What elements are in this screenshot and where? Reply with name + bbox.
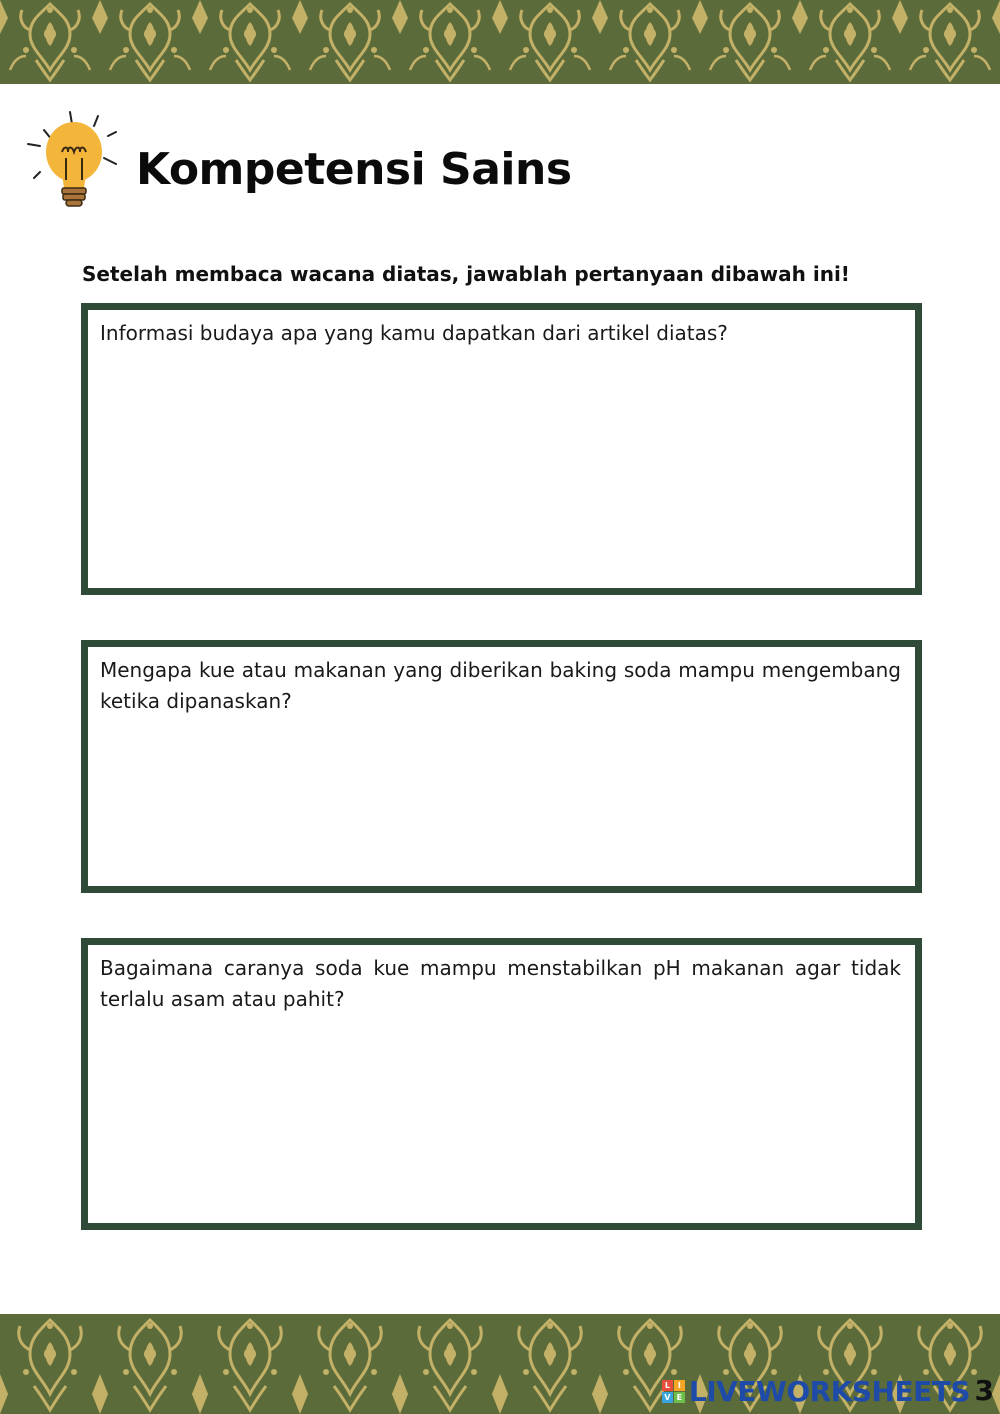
question-text-2: Mengapa kue atau makanan yang diberikan baking soda mampu mengembang ketika dipanaskan?: [100, 658, 901, 713]
top-ornament-band: [0, 0, 1000, 84]
answer-box-2[interactable]: [81, 640, 922, 893]
instruction-text: Setelah membaca wacana diatas, jawablah pertanyaan dibawah ini!: [82, 262, 850, 286]
question-text-3: Bagaimana caranya soda kue mampu menstabilkan pH makanan agar tidak terlalu asam atau pahit?: [100, 956, 901, 1011]
page-title: Kompetensi Sains: [136, 144, 572, 195]
answer-box-1[interactable]: [81, 303, 922, 595]
page-number: 3: [974, 1374, 994, 1407]
top-ornament-pattern: [0, 0, 1000, 84]
liveworksheets-logo-icon: L I V E: [662, 1380, 685, 1403]
answer-box-3[interactable]: [81, 938, 922, 1230]
brand-wordmark: LIVEWORKSHEETS: [688, 1374, 970, 1408]
liveworksheets-brand: [662, 1374, 970, 1408]
title-row: [26, 108, 926, 218]
lightbulb-icon: [26, 108, 121, 213]
question-text-1: Informasi budaya apa yang kamu dapatkan dari artikel diatas?: [100, 321, 728, 345]
